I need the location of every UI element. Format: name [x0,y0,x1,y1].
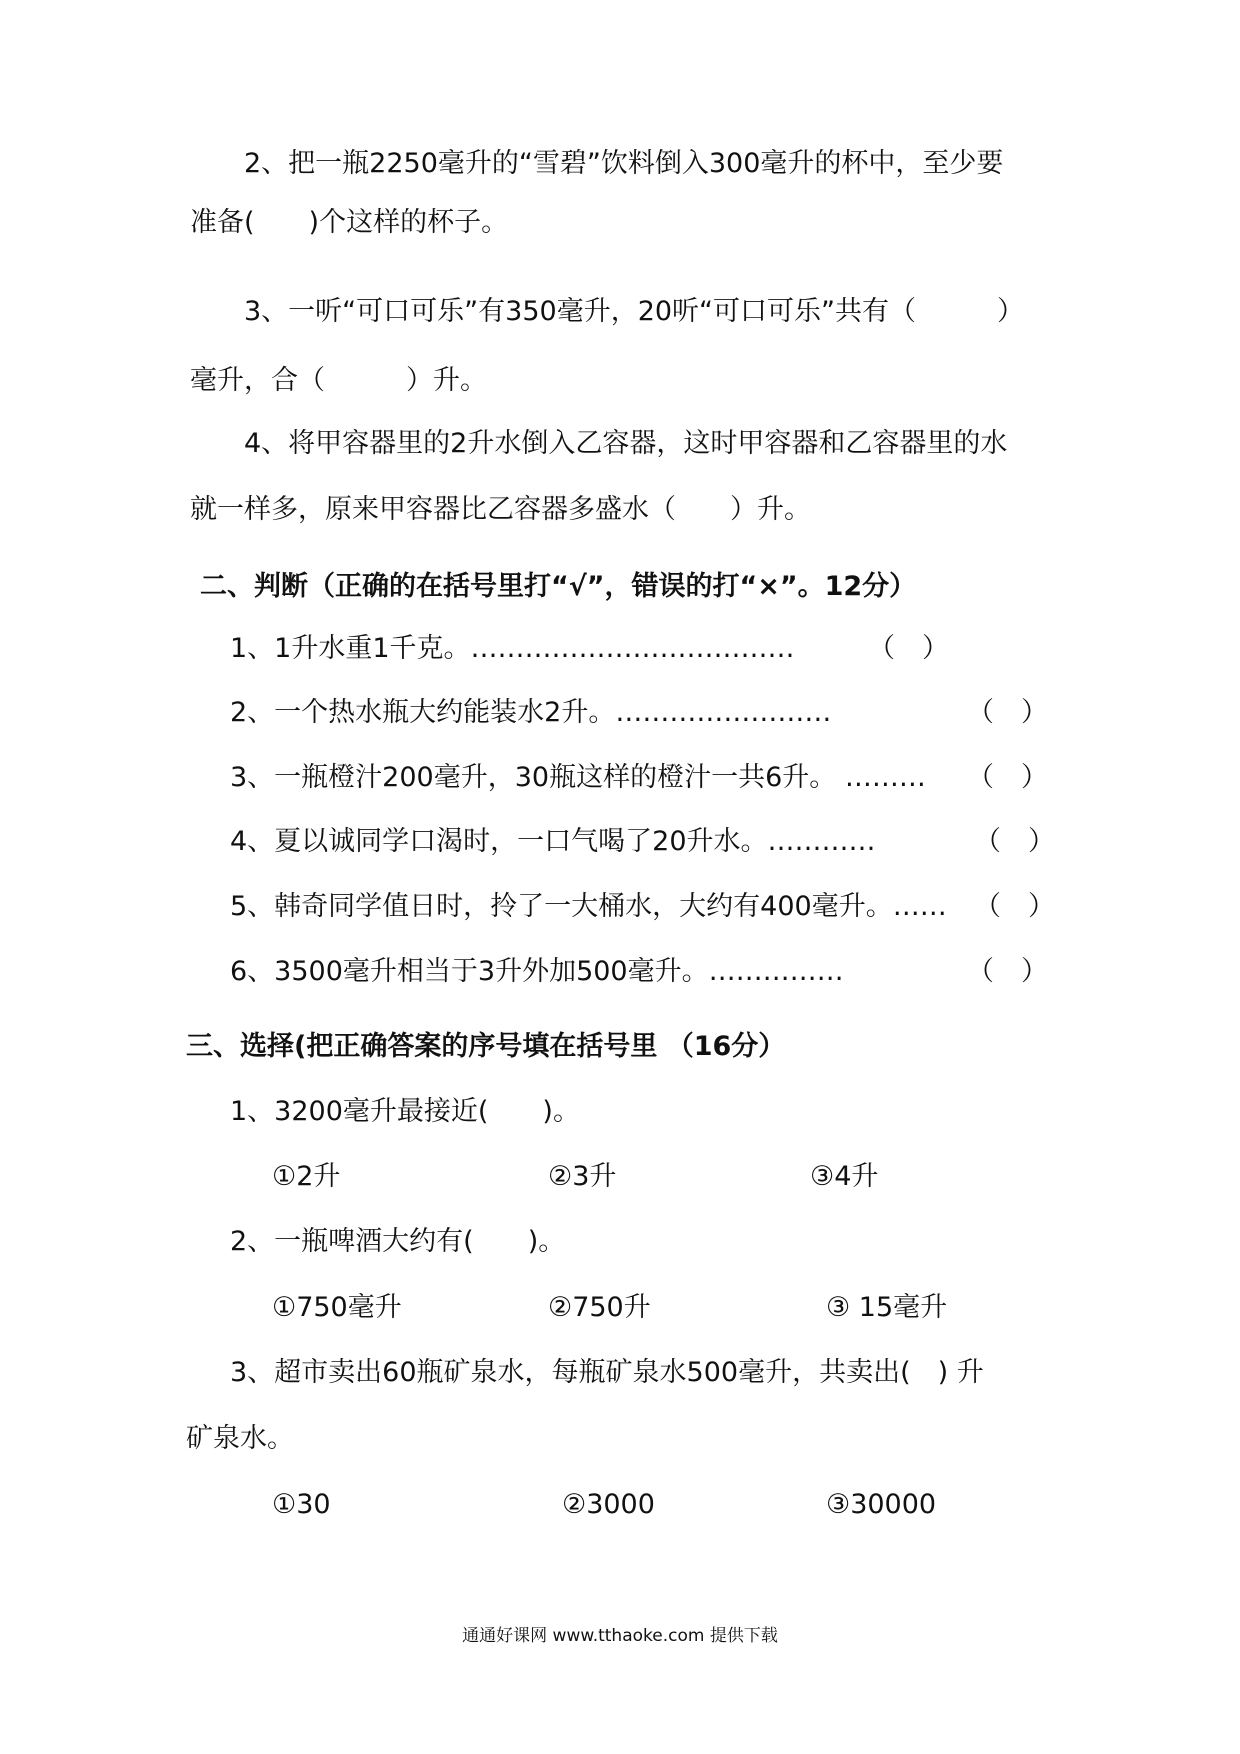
judge-item-1-text: 1、1升水重1千克。……………………………… [230,633,795,664]
choice-q3-stem-line1: 3、超市卖出60瓶矿泉水，每瓶矿泉水500毫升，共卖出( ) 升 [230,1357,984,1388]
choice-q2-option-2: ②750升 [548,1292,651,1323]
judge-item-2-paren: （ ） [967,697,1048,728]
judge-item-3-paren: （ ） [967,762,1048,793]
choice-q3-option-2: ②3000 [562,1489,655,1520]
choice-q1-option-1: ①2升 [272,1161,341,1192]
judge-item-2-text: 2、一个热水瓶大约能装水2升。…………………… [230,697,832,728]
q4-line2: 就一样多，原来甲容器比乙容器多盛水（ ）升。 [190,494,811,525]
judge-item-5-paren: （ ） [974,891,1055,922]
judge-item-6-paren: （ ） [967,956,1048,987]
judge-item-1-paren: （ ） [868,633,949,664]
choice-q1-option-2: ②3升 [548,1161,617,1192]
section-judge-heading: 二、判断（正确的在括号里打“√”，错误的打“×”。12分） [200,571,917,602]
choice-q2-option-1: ①750毫升 [272,1292,402,1323]
q2-line1: 2、把一瓶2250毫升的“雪碧”饮料倒入300毫升的杯中，至少要 [244,148,1004,179]
choice-q3-stem-line2: 矿泉水。 [186,1423,294,1454]
choice-q3-option-1: ①30 [272,1489,331,1520]
choice-q1-stem: 1、3200毫升最接近( )。 [230,1096,580,1127]
judge-item-4-paren: （ ） [974,826,1055,857]
choice-q2-option-3: ③ 15毫升 [826,1292,948,1323]
footer-credit: 通通好课网 www.tthaoke.com 提供下载 [462,1626,778,1646]
choice-q2-stem: 2、一瓶啤酒大约有( )。 [230,1226,566,1257]
q2-line2: 准备( )个这样的杯子。 [190,207,509,238]
choice-q3-option-3: ③30000 [826,1489,937,1520]
q4-line1: 4、将甲容器里的2升水倒入乙容器，这时甲容器和乙容器里的水 [244,428,1008,459]
judge-item-6-text: 6、3500毫升相当于3升外加500毫升。…………… [230,956,844,987]
choice-q1-option-3: ③4升 [810,1161,879,1192]
q3-line2: 毫升，合（ ）升。 [190,365,487,396]
section-choice-heading: 三、选择(把正确答案的序号填在括号里 （16分） [186,1031,786,1062]
q3-line1: 3、一听“可口可乐”有350毫升，20听“可口可乐”共有（ ） [244,296,1025,327]
judge-item-5-text: 5、韩奇同学值日时，拎了一大桶水，大约有400毫升。…… [230,891,947,922]
judge-item-4-text: 4、夏以诚同学口渴时，一口气喝了20升水。………… [230,826,876,857]
judge-item-3-text: 3、一瓶橙汁200毫升，30瓶这样的橙汁一共6升。 ……… [230,762,926,793]
